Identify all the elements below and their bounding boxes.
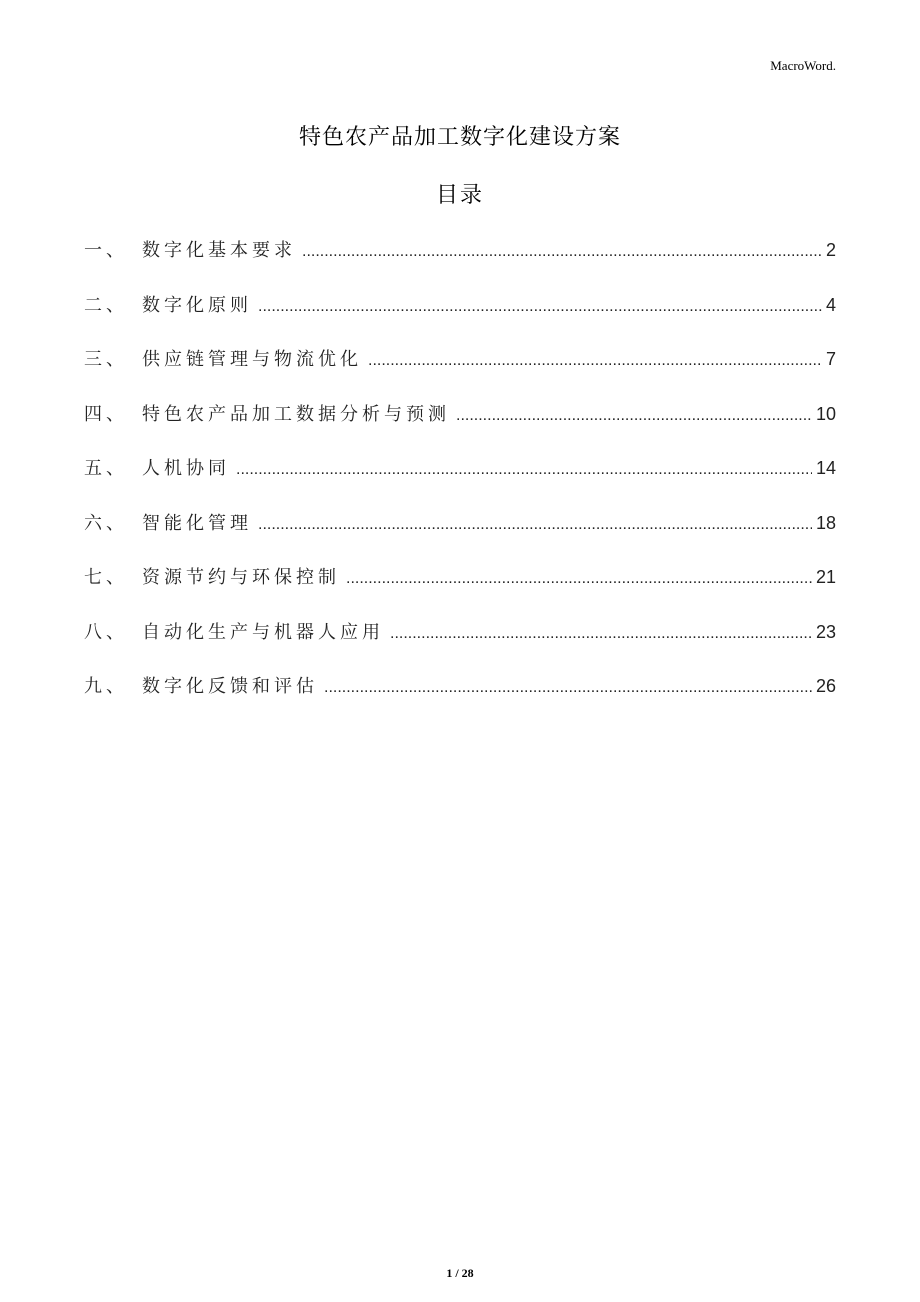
toc-entry-page: 26	[815, 676, 836, 696]
toc-heading: 目录	[435, 183, 484, 208]
toc-entry-page: 14	[815, 458, 836, 478]
toc-entry-page: 21	[815, 567, 836, 587]
toc-entry-title: 智能化管理	[142, 512, 252, 534]
toc-entry-number: 一、	[84, 240, 128, 261]
toc-entry-title: 自动化生产与机器人应用	[142, 621, 384, 643]
toc-entry-page: 2	[825, 240, 836, 260]
toc-entry-6[interactable]	[84, 501, 836, 556]
toc-entry-9[interactable]	[84, 664, 836, 719]
toc-dot-leader	[390, 612, 812, 656]
toc-entry-8[interactable]	[84, 610, 836, 665]
toc-entry-number: 四、	[84, 403, 128, 425]
toc-entry-number: 七、	[84, 567, 128, 588]
toc-entry-title: 资源节约与环保控制	[142, 567, 340, 588]
toc-entry-title: 供应链管理与物流优化	[142, 349, 362, 370]
toc-entry-title: 特色农产品加工数据分析与预测	[142, 403, 450, 425]
toc-entry-3[interactable]	[84, 337, 836, 392]
toc-dot-leader	[302, 230, 822, 274]
toc-entry-number: 二、	[84, 294, 128, 316]
document-title: 特色农产品加工数字化建设方案	[298, 125, 621, 150]
toc-entry-number: 三、	[84, 349, 128, 370]
toc-entry-2[interactable]	[84, 283, 836, 338]
toc-entry-title: 数字化反馈和评估	[142, 676, 318, 697]
toc-dot-leader	[258, 285, 822, 329]
table-of-contents	[84, 228, 836, 719]
toc-entry-title: 数字化基本要求	[142, 240, 296, 261]
toc-entry-number: 九、	[84, 676, 128, 697]
toc-entry-7[interactable]	[84, 555, 836, 610]
toc-dot-leader	[456, 394, 812, 438]
page-number-footer: 1 / 28	[446, 1266, 474, 1280]
toc-entry-page: 4	[825, 294, 836, 315]
toc-entry-number: 五、	[84, 458, 128, 479]
header-brand: MacroWord.	[770, 58, 836, 73]
toc-dot-leader	[346, 557, 812, 601]
toc-dot-leader	[324, 666, 812, 710]
toc-entry-4[interactable]	[84, 392, 836, 447]
toc-entry-number: 八、	[84, 621, 128, 643]
toc-dot-leader	[236, 448, 812, 492]
toc-entry-number: 六、	[84, 512, 128, 534]
toc-entry-title: 数字化原则	[142, 294, 252, 316]
toc-entry-page: 18	[815, 512, 836, 533]
toc-entry-title: 人机协同	[142, 458, 230, 479]
toc-entry-5[interactable]	[84, 446, 836, 501]
toc-entry-1[interactable]	[84, 228, 836, 283]
toc-dot-leader	[368, 339, 822, 383]
toc-entry-page: 23	[815, 621, 836, 642]
toc-entry-page: 10	[815, 403, 836, 424]
toc-dot-leader	[258, 503, 812, 547]
toc-entry-page: 7	[825, 349, 836, 369]
